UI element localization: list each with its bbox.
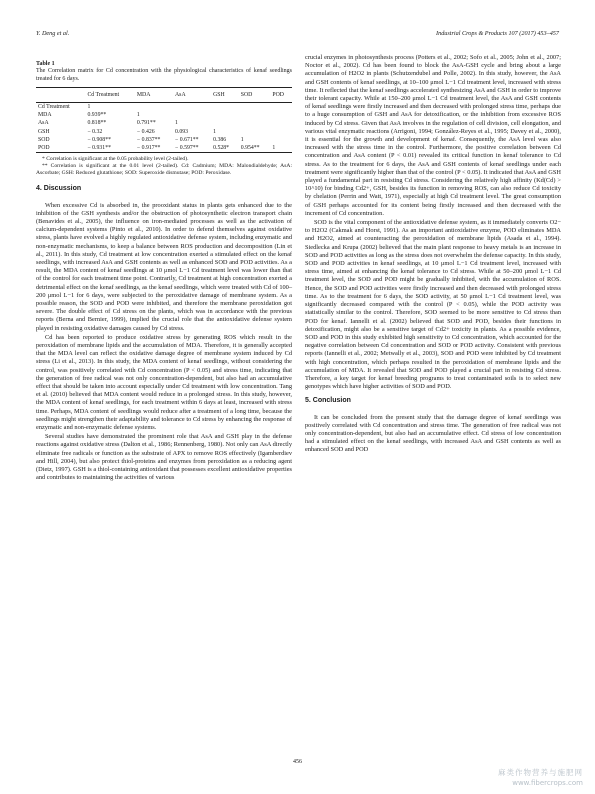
table-cell: 0.791** — [136, 120, 156, 127]
table-cell: − 0.426 — [136, 128, 155, 135]
table-header-row — [36, 88, 292, 103]
table-cell: 0.954** — [240, 144, 260, 151]
table-cell: 1 — [87, 104, 91, 111]
table-header-cell: AsA — [173, 88, 211, 103]
body-paragraph: Cd has been reported to produce oxidative stress by generating ROS which result in the peroxidation of membrane lipids and the accumulation of MDA. Therefore, it is generally accepted that the MDA level can reflect the oxidative damage degree of membrane system induced by Cd stress (Li et al., 2013). In this study, the MDA content of kenaf seedlings, without considering the control, was positively correlated with Cd concentration (P < 0.05) and stress time, indicating that the generation of free radical was not only concentration-dependent, but also had an accumulative effect that should be taken into account especially under Cd treatment with low concentration. Tang et al. (2010) believed that MDA content would reduce in a prolonged stress. In this study, however, the MDA content of kenaf seedlings, for each treatment within 6 days at least, increased with stress time. Perhaps, MDA content of seedlings would reduce after a treatment of a long time, because the seedlings might strengthen their adaptability and tolerance to Cd stress by enhancing the response of enzymatic and non-enzymatic defense systems. — [36, 333, 292, 432]
table-footnote: ** Correlation is significant at the 0.01 level (2-tailed). Cd: Cadmium; MDA: Malondialdehyde; AsA: Ascorbate; GSH: Reduced glutathione; SOD: Superoxide dismutase; POD: Peroxidase. — [36, 163, 292, 177]
body-paragraph: SOD is the vital component of the antioxidative defense system, as it immediately converts O2− to H2O2 (Cakmak and Horst, 1991). As an important antioxidative enzyme, POD eliminates MDA and H2O2, aimed at counteracting the peroxidation of membrane lipids (Asada et al., 1994). Siedlecka and Krupa (2002) believed that the main plant response to heavy metals is an increase in SOD and POD activities as long as the stress does not overwhelm the defense capacity. In this study, SOD and POD activities in kenaf seedlings, at 10 μmol L−1 Cd treatment level, increased with stress time, aimed at enhancing the kenaf tolerance to Cd stress. While at 50–200 μmol L−1 Cd treatment level, the SOD and POD might be gradually inhibited, with the accumulation of ROS. Hence, the SOD and POD activities were firstly increased and then decreased with prolonged stress time. As to the treatment for 6 days, the SOD activity, at 50 μmol L−1 Cd treatment level, was significantly decreased compared with the control (P < 0.05), while the POD activity was statistically similar to the control. Therefore, SOD seemed to be more sensitive to Cd stress than POD for kenaf. Iannelli et al. (2002) believed that SOD and POD, besides their functions in detoxification, might also be a sensitive target of Cd2+ toxicity in plants. As a possible evidence, SOD and POD in this study exhibited high sensitivity to Cd concentration, which accounted for the negative correlation between Cd concentration and SOD or POD activity. Consistent with previous reports (Iannelli et al., 2002; Metwally et al., 2003), SOD and POD were inhibited by Cd treatment with high concentration, which perhaps resulted in the peroxidation of membrane lipids and the accumulation of MDA. It revealed that SOD and POD played a crucial part in resisting Cd stress. Therefore, a key target for kenaf breeding programs to treat contaminated soils is to select new genotypes which have higher activities of SOD and POD. — [305, 219, 561, 391]
table-header-cell: GSH — [211, 88, 239, 103]
table-cell: − 0.597** — [175, 144, 199, 151]
table-header-cell: SOD — [239, 88, 271, 103]
table-cell: 0.939** — [87, 112, 107, 119]
table-cell — [239, 128, 271, 136]
table-header-cell: MDA — [135, 88, 173, 103]
table-cell — [239, 120, 271, 128]
table-cell: 0.386 — [213, 136, 227, 143]
table-cell: 1 — [213, 128, 217, 135]
table-cell: POD — [38, 144, 50, 151]
body-paragraph: crucial enzymes in photosynthesis process (Potters et al., 2002; Sofo et al., 2005; John et al., 2007; Noctor et al., 2002). Cd has been found to block the AsA-GSH cycle and bring about a large accumulation of H2O2 in plants (Schutzendubel and Polle, 2002). In this study, however, the AsA and GSH contents of kenaf seedlings, at 10–100 μmol L−1 Cd treatment level, increased with stress time. It reflected that the kenaf seedlings accelerated synthesizing AsA and GSH in order to improve their tolerant capacity. While at 150–200 μmol L−1 Cd treatment level, the AsA and GSH contents of kenaf seedlings were firstly increased and then decreased with prolonged stress time, perhaps due to a huge consumption of GSH and AsA for detoxification, or the inhibition from excessive ROS induced by Cd stress. Given that AsA involves in the regulation of cell division, cell elongation, and various vital enzymatic reactions (Arrigoni, 1994; González-Reyes et al., 1995; Davey et al., 2000), it is essential for the growth and development of kenaf. Consequently, the AsA level was also increased with the stress time in the control. Furthermore, the positive correlation between Cd concentration and AsA content (P < 0.01) revealed its critical function in kenaf tolerance to Cd stress. As to the treatment for 6 days, the AsA and GSH contents of kenaf seedlings under each treatment were significantly higher than that of the control (P < 0.05). It indicated that AsA and GSH played a fundamental part in resisting Cd stress. Considering the relatively high affinity (Kd(Cd) > 10^10) for binding Cd2+, GSH, besides its function in removing ROS, can also reduce Cd toxicity by chelation (Perrin and Watt, 1971), especially at high Cd treatment level. The great consumption of GSH perhaps accounted for its content being firstly increased and then decreased with the increment of Cd concentration. — [305, 54, 561, 217]
table-header-cell — [36, 88, 85, 103]
table-cell: − 0.908** — [87, 136, 111, 143]
table-cell — [270, 120, 292, 128]
table-cell — [270, 128, 292, 136]
table-row — [36, 111, 292, 119]
running-header-journal: Industrial Crops & Products 107 (2017) 453–457 — [436, 30, 559, 37]
table-cell — [211, 103, 239, 112]
table-cell: AsA — [38, 120, 49, 127]
table-cell — [173, 111, 211, 119]
table-cell: 1 — [175, 120, 178, 127]
table-cell: − 0.671** — [175, 136, 199, 143]
left-column — [36, 54, 292, 483]
discussion-heading: 4. Discussion — [36, 185, 82, 193]
table-header-cell: Cd Treatment — [85, 88, 134, 103]
body-paragraph: Several studies have demonstrated the prominent role that AsA and GSH play in the defense reactions against oxidative stress (Dalton et al., 1986; Rennenberg, 1980). Not only can AsA directly eliminate free radicals or function as the substrate of APX to remove ROS effectively (Igamberdiev and Hill, 2004), but also protect thiol-proteins and enzymes from peroxidation as a reducing agent (Dietz, 1997). GSH is a thiol-containing antioxidant that possesses excellent antioxidative properties and contributes to maintaining the activities of various — [36, 433, 292, 482]
table-cell: SOD — [38, 136, 50, 143]
table-cell: 1 — [272, 144, 276, 151]
table-cell — [239, 111, 271, 119]
table-cell — [211, 120, 239, 128]
conclusion-heading: 5. Conclusion — [305, 397, 351, 405]
table-cell — [270, 111, 292, 119]
table-row — [36, 128, 292, 136]
table-cell — [270, 103, 292, 112]
table-label: Table 1 — [36, 61, 55, 67]
running-header-authors: Y. Deng et al. — [36, 30, 70, 37]
table-header-cell: POD — [270, 88, 292, 103]
table-cell: − 0.931** — [87, 144, 111, 151]
table-cell: Cd Treatment — [38, 104, 70, 111]
table-cell — [135, 103, 173, 112]
watermark-url: www.fibercrops.com — [512, 779, 583, 787]
watermark-chinese: 麻类作物营养与施肥网 — [498, 768, 583, 777]
table-cell: 0.818** — [87, 120, 107, 127]
table-row — [36, 103, 292, 112]
table-cell: − 0.917** — [136, 144, 161, 151]
table-cell — [239, 103, 271, 112]
table-cell — [173, 103, 211, 112]
table-cell — [211, 111, 239, 119]
table-footnotes — [36, 156, 292, 177]
table-cell: − 0.837** — [136, 136, 161, 143]
table-cell: GSH — [38, 128, 50, 135]
table-footnote: * Correlation is significant at the 0.05 probability level (2-tailed). — [42, 156, 189, 163]
correlation-table — [36, 87, 292, 153]
table-cell: 1 — [136, 112, 140, 119]
body-paragraph: When excessive Cd is absorbed in, the prooxidant status in plants gets enhanced due to the inhibition of the GSH synthesis and/or the obstruction of photosynthetic electron transport chain (Benavides et al., 2005), the influence on iron-mediated processes as well as the activation of calcium-dependent systems (Pinto et al., 2010). In order to defend themselves against oxidative stress, plants have evolved a highly regulated antioxidative defense system, including enzymatic and non-enzymatic mechanisms, to keep a balance between ROS production and decomposition (Lin et al., 2011). In this study, Cd treatment at low concentration exerted a stimulated effect on the kenaf seedlings, with increased AsA and GSH contents as well as enhanced SOD and POD activities. As a result, the MDA content of kenaf seedlings at 10 μmol L−1 Cd treatment level was lower than that of the control for each treatment time point. Contrarily, Cd treatment at high concentration exerted a detrimental effect on the kenaf seedlings, as the kenaf seedlings, which were treated with Cd of 100–200 μmol L−1 for 6 days, were subjected to the peroxidative damage of membrane system. As a possible reason, the SOD and POD were inhibited, and therefore the membrane peroxidation got severe. The double effect of Cd stress on the plants, which was in accordance with the previous reports (Berna and Bernier, 1999), implied the crucial role that the antioxidative defense system played in resisting oxidative damages caused by Cd stress. — [36, 201, 293, 332]
page-number: 456 — [293, 759, 302, 765]
right-column — [305, 54, 561, 456]
table-row — [36, 144, 292, 153]
table-cell: 0.093 — [175, 128, 189, 135]
table-cell: 1 — [240, 136, 244, 143]
table-row — [36, 136, 292, 144]
body-paragraph: It can be concluded from the present study that the damage degree of kenaf seedlings was positively correlated with Cd concentration and stress time. The generation of free radical was not only concentration-dependent, but also had an accumulative effect. Cd stress of low concentration had a stimulated effect on the kenaf seedlings, with increased AsA and GSH contents as well as enhanced SOD and POD — [305, 413, 561, 454]
table-caption: The Correlation matrix for Cd concentration with the physiological characteristics of kenaf seedlings treated for 6 days. — [36, 68, 292, 82]
table-cell: − 0.32 — [87, 128, 103, 135]
table-row — [36, 120, 292, 128]
table-cell: MDA — [38, 112, 52, 119]
table-cell: 0.528* — [213, 144, 230, 151]
table-cell — [270, 136, 292, 144]
